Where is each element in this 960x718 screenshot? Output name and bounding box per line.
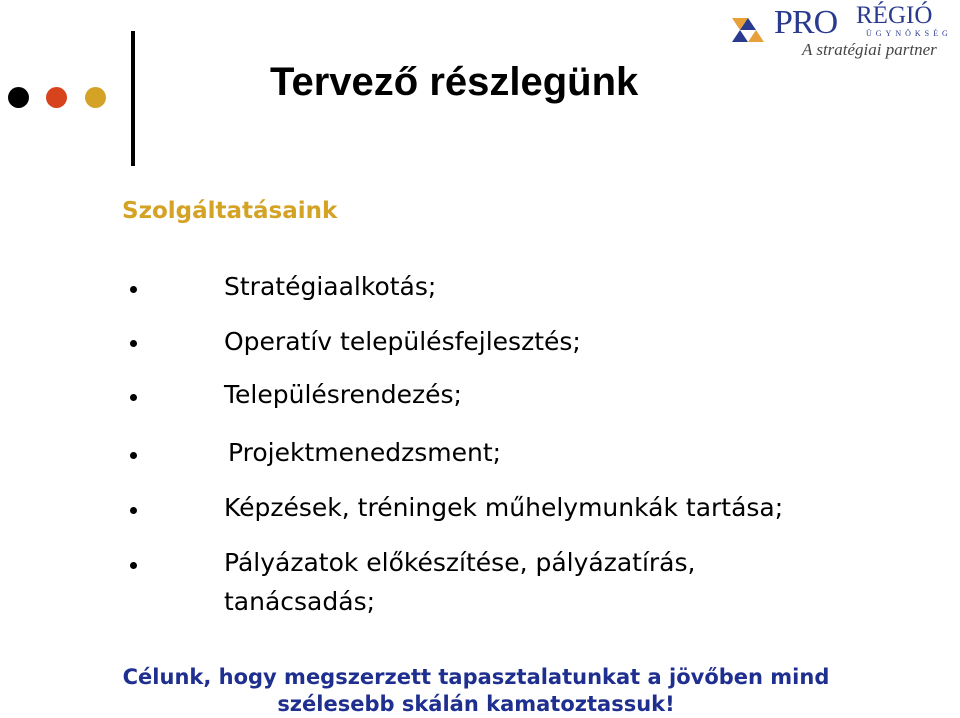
service-text: Pályázatok előkészítése, pályázatírás,	[224, 548, 696, 577]
gold-dot-icon	[85, 87, 106, 108]
bullet-icon	[130, 452, 137, 459]
decorative-dots	[0, 78, 120, 118]
closing-statement	[0, 664, 952, 718]
logo-tagline: A stratégiai partner	[802, 40, 937, 59]
service-text: Képzések, tréningek műhelymunkák tartása;	[224, 493, 784, 522]
service-text-continued: tanácsadás;	[224, 587, 376, 616]
vertical-divider	[131, 31, 135, 166]
proregio-logo	[728, 0, 960, 72]
logo-mark-icon	[728, 8, 772, 52]
service-text: Településrendezés;	[224, 380, 462, 409]
red-dot-icon	[46, 87, 67, 108]
page-title: Tervező részlegünk	[270, 60, 639, 104]
closing-line-1: Célunk, hogy megszerzett tapasztalatunkat a jövőben mind	[122, 665, 830, 689]
service-text: Projektmenedzsment;	[228, 438, 502, 467]
logo-sub-text: ÜGYNÖKSÉG	[866, 29, 952, 38]
bullet-icon	[130, 562, 137, 569]
black-dot-icon	[8, 87, 29, 108]
service-text: Operatív településfejlesztés;	[224, 327, 581, 356]
bullet-icon	[130, 507, 137, 514]
service-text: Stratégiaalkotás;	[224, 272, 437, 301]
logo-regio-text: RÉGIÓ	[856, 2, 933, 29]
closing-line-2: szélesebb skálán kamatoztassuk!	[277, 692, 675, 716]
logo-pro-text: PRO	[774, 4, 838, 41]
bullet-icon	[130, 394, 137, 401]
bullet-icon	[130, 286, 137, 293]
services-heading: Szolgáltatásaink	[122, 198, 338, 224]
bullet-icon	[130, 340, 137, 347]
